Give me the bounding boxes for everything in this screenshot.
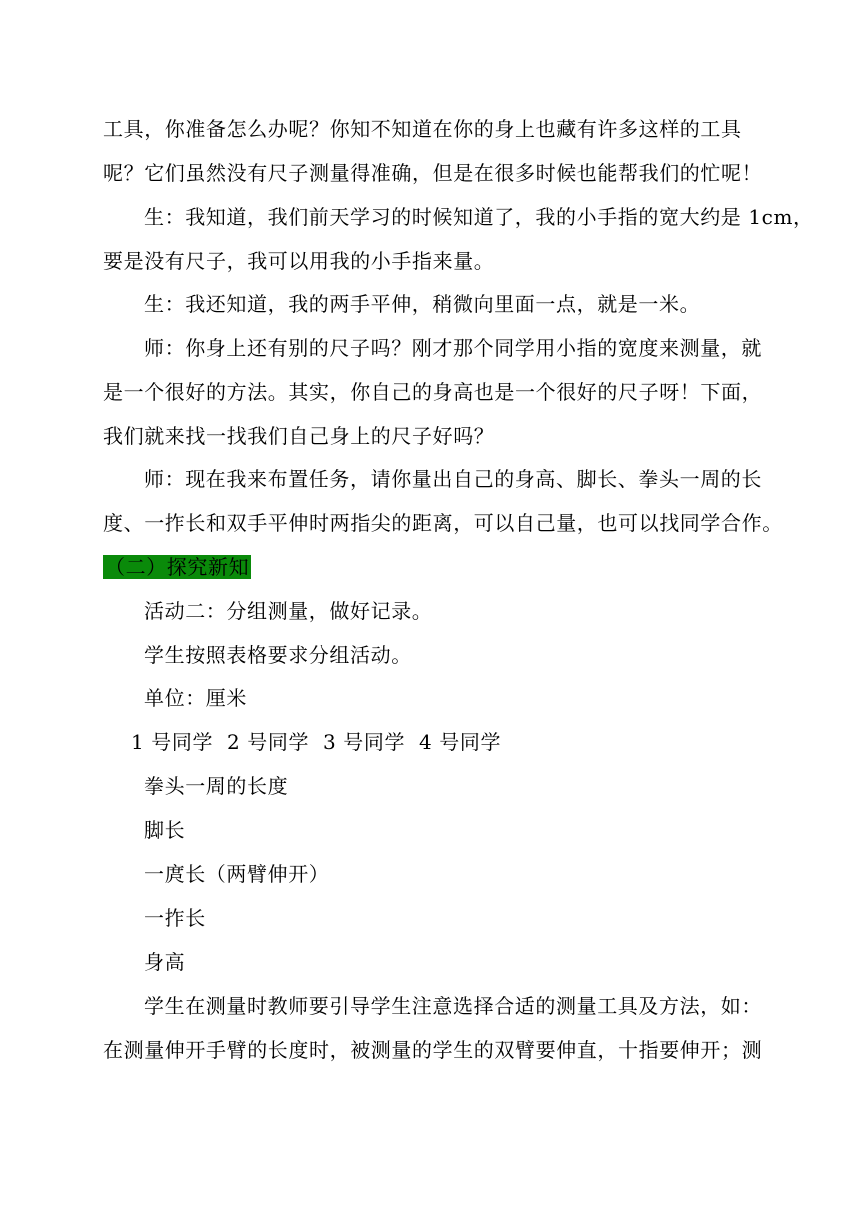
paragraph-line: 学生按照表格要求分组活动。: [144, 643, 412, 667]
table-header-row: 1 号同学 2 号同学 3 号同学 4 号同学: [131, 730, 502, 754]
section-heading: [103, 553, 763, 581]
paragraph-line: 在测量伸开手臂的长度时，被测量的学生的双臂要伸直，十指要伸开；测: [103, 1038, 763, 1062]
paragraph-line: 呢？它们虽然没有尺子测量得准确，但是在很多时候也能帮我们的忙呢！: [103, 161, 763, 185]
paragraph-line: 我们就来找一找我们自己身上的尺子好吗？: [103, 424, 495, 448]
paragraph-line: 学生在测量时教师要引导学生注意选择合适的测量工具及方法，如：: [144, 994, 762, 1018]
paragraph-line: 生：我还知道，我的两手平伸，稍微向里面一点，就是一米。: [144, 292, 701, 316]
table-row-label: 拳头一周的长度: [144, 774, 289, 798]
paragraph-line: 师：你身上还有别的尺子吗？刚才那个同学用小指的宽度来测量，就: [144, 336, 762, 360]
paragraph-line: 工具，你准备怎么办呢？你知不知道在你的身上也藏有许多这样的工具: [103, 117, 742, 141]
paragraph-line: 生：我知道，我们前天学习的时候知道了，我的小手指的宽大约是 1cm，: [144, 205, 814, 229]
table-row-label: 身高: [144, 950, 186, 974]
paragraph-line: 活动二：分组测量，做好记录。: [144, 599, 433, 623]
paragraph-line: 单位：厘米: [144, 686, 247, 710]
table-row-label: 脚长: [144, 818, 186, 842]
paragraph-line: 度、一拃长和双手平伸时两指尖的距离，可以自己量，也可以找同学合作。: [103, 511, 783, 535]
paragraph-line: 师：现在我来布置任务，请你量出自己的身高、脚长、拳头一周的长: [144, 467, 762, 491]
section-heading-highlight: （二）探究新知: [105, 555, 250, 579]
paragraph-line: 要是没有尺子，我可以用我的小手指来量。: [103, 249, 495, 273]
table-row-label: 一庹长（两臂伸开）: [144, 862, 330, 886]
paragraph-line: 是一个很好的方法。其实，你自己的身高也是一个很好的尺子呀！下面，: [103, 380, 763, 404]
table-row-label: 一拃长: [144, 906, 206, 930]
